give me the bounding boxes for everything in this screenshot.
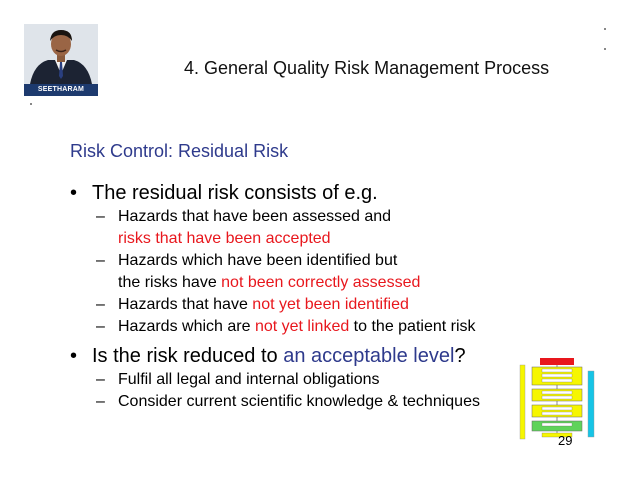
- bullet-marker: •: [70, 182, 78, 204]
- sub-bullet-item: [70, 391, 590, 413]
- bullet-text: Is the risk reduced to: [92, 345, 284, 367]
- sub-bullet-item: [70, 250, 590, 272]
- highlight-text: an acceptable level: [283, 345, 455, 367]
- bullet-marker: •: [70, 345, 78, 367]
- sub-bullet-text: Consider current scientific knowledge & techniques: [118, 393, 480, 410]
- dash-marker: –: [96, 208, 105, 225]
- decorative-dot: [30, 103, 32, 105]
- decorative-dot: [604, 28, 606, 30]
- sub-bullet-continuation: risks that have been accepted: [118, 230, 331, 247]
- slide-subtitle: Risk Control: Residual Risk: [70, 141, 289, 161]
- dash-marker: –: [96, 252, 105, 269]
- sub-bullet-text: Hazards that have been assessed and: [118, 208, 392, 225]
- decorative-dot: [604, 48, 606, 50]
- slide-title: 4. General Quality Risk Management Process: [184, 58, 550, 78]
- slide-content: [70, 180, 590, 413]
- highlight-text: not been correctly assessed: [221, 274, 421, 291]
- page-number: 29: [558, 433, 573, 448]
- dash-marker: –: [96, 296, 105, 313]
- sub-bullet-text: Hazards which have been identified but: [118, 252, 398, 269]
- photo-caption: SEETHARAM KANDARPA: [24, 84, 98, 96]
- risk-process-diagram-thumbnail: [520, 357, 596, 439]
- highlight-text: not yet been identified: [252, 296, 409, 313]
- bullet-text: ?: [454, 345, 466, 367]
- sub-bullet-item: [70, 369, 590, 391]
- sub-bullet-text: Fulfil all legal and internal obligations: [118, 371, 380, 388]
- dash-marker: –: [96, 318, 105, 335]
- dash-marker: –: [96, 371, 105, 388]
- highlight-text: not yet linked: [254, 318, 350, 335]
- sub-bullet-item: [70, 206, 590, 228]
- bullet-item: [70, 343, 590, 369]
- sub-bullet-text: Hazards that have: [118, 296, 253, 313]
- dash-marker: –: [96, 393, 105, 410]
- sub-bullet-item: [70, 294, 590, 316]
- bullet-text: The residual risk consists of e.g.: [92, 182, 378, 204]
- sub-bullet-text: the risks have: [118, 274, 222, 291]
- person-image: [24, 24, 98, 84]
- bullet-item: [70, 180, 590, 206]
- sub-bullet-text: to the patient risk: [349, 318, 476, 335]
- presenter-photo: [24, 24, 98, 105]
- sub-bullet-continuation: [70, 272, 590, 294]
- sub-bullet-text: Hazards which are: [118, 318, 255, 335]
- sub-bullet-item: [70, 316, 590, 338]
